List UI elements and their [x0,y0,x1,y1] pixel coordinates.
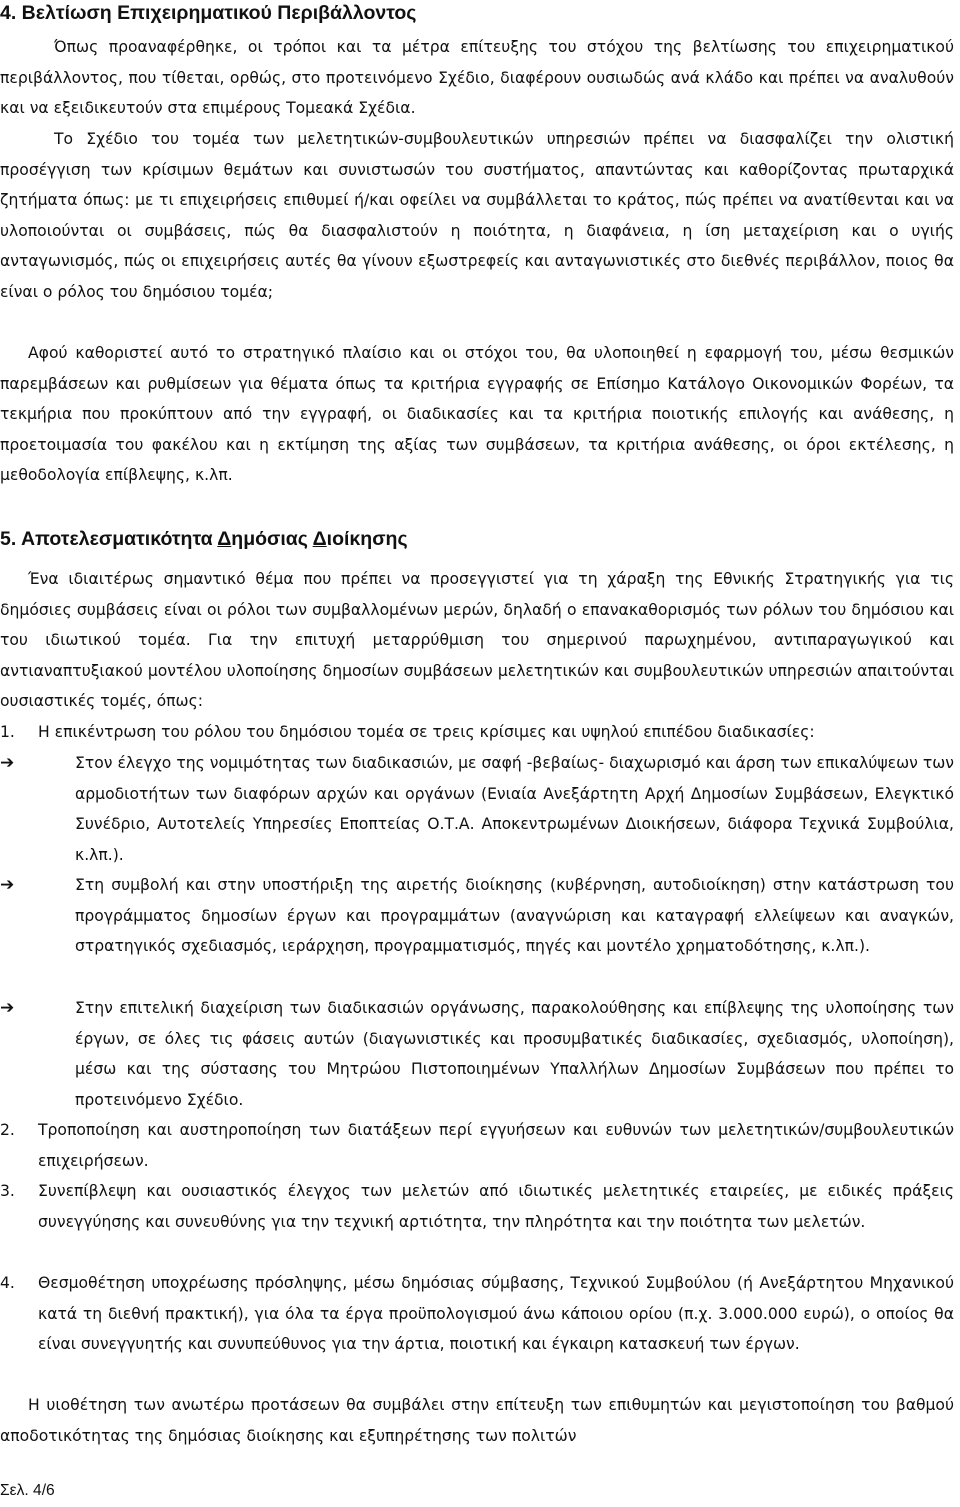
list-item-3-text: Συνεπίβλεψη και ουσιαστικός έλεγχος των μελετών από ιδιωτικές μελετητικές εταιρείες, με ειδικές πράξεις συνεγγύησης και συνευθύνης για την τεχνική αρτιότητα, την πληρότητα και την ποιότητα των μελετών. [38,1182,954,1231]
section-5-heading-underlined-d1: Δ [217,528,232,550]
list-number: 3. [0,1182,15,1200]
bullet-item-1: Στον έλεγχο της νομιμότητας των διαδικασιών, με σαφή -βεβαίως- διαχωρισμό και άρση των επικαλύψεων των αρμοδιοτήτων των διαφόρων αρχών και οργάνων (Ενιαία Ανεξάρτητη Αρχή Δημοσίων Συμβάσεων, Ελεγκτικό Συνέδριο, Αυτοτελείς Υπηρεσίες Εποπτείας Ο.Τ.Α. Αποκεντρωμένων Διοικήσεων, διάφορα Τεχνικά Συμβούλια, κ.λπ.). [75,754,954,864]
list-number: 4. [0,1274,15,1292]
section-5-intro: Ένα ιδιαιτέρως σημαντικό θέμα που πρέπει να προσεγγιστεί για τη χάραξη της Εθνικής Στρατηγικής για τις δημόσιες συμβάσεις είναι οι ρόλοι των συμβαλλομένων μερών, δηλαδή ο επανακαθορισμός των ρόλων του δημόσιου και του ιδιωτικού τομέα. Για την επιτυχή μεταρρύθμιση του σημερινού παρωχημένου, αντιπαραγωγικού και αντιαναπτυξιακού μοντέλου υλοποίησης δημοσίων συμβάσεων μελετητικών και συμβουλευτικών υπηρεσιών απαιτούνται ουσιαστικές τομές, όπως: [0,570,954,711]
section-4-paragraph-3: Αφού καθοριστεί αυτό το στρατηγικό πλαίσιο και οι στόχοι του, θα υλοποιηθεί η εφαρμογή του, μέσω θεσμικών παρεμβάσεων και ρυθμίσεων για θέματα όπως τα κριτήρια εγγραφής σε Επίσημο Κατάλογο Οικονομικών Φορέων, τα τεκμήρια που προκύπτουν από την εγγραφή, οι διαδικασίες και τα κριτήρια ποιοτικής επιλογής και ανάθεσης, η προετοιμασία του φακέλου και η εκτίμηση της αξίας των συμβάσεων, τα κριτήρια ανάθεσης, οι όροι εκτέλεσης, η μεθοδολογία επίβλεψης, κ.λπ. [0,344,954,485]
list-item-4-text: Θεσμοθέτηση υποχρέωσης πρόσληψης, μέσω δημόσιας σύμβασης, Τεχνικού Συμβούλου (ή Ανεξάρτητου Μηχανικού κατά τη διεθνή πρακτική), για όλα τα έργα προϋπολογισμού άνω κάποιου ορίου (π.χ. 3.000.000 ευρώ), ο οποίος θα είναι συνεγγυητής και συνυπεύθυνος για την άρτια, ποιοτική και έγκαιρη κατασκευή των έργων. [38,1274,954,1354]
section-4-heading: 4. Βελτίωση Επιχειρηματικού Περιβάλλοντος [0,2,417,24]
bullet-item-3: Στην επιτελική διαχείριση των διαδικασιών οργάνωσης, παρακολούθησης και επίβλεψης της υλοποίησης των έργων, σε όλες τις φάσεις αυτών (διαγωνιστικές και προσυμβατικές διαδικασίες, σχεδιασμός, υλοποίηση), μέσω και της σύστασης του Μητρώου Πιστοποιημένων Υπαλλήλων Δημοσίων Συμβάσεων που πρέπει το προτεινόμενο Σχέδιο. [75,999,954,1109]
section-5-heading-text: ιοίκησης [326,528,408,550]
bullet-arrow-icon: ➔ [0,875,15,895]
section-5-closing: Η υιοθέτηση των ανωτέρω προτάσεων θα συμβάλει στην επίτευξη των επιθυμητών και μεγιστοποίηση του βαθμού αποδοτικότητας της δημόσιας διοίκησης και εξυπηρέτησης των πολιτών [0,1396,954,1445]
section-5-heading [0,528,408,551]
section-5-heading-underlined-d2: Δ [312,528,327,550]
section-4-paragraph-1: Όπως προαναφέρθηκε, οι τρόποι και τα μέτρα επίτευξης του στόχου της βελτίωσης του επιχειρηματικού περιβάλλοντος, που τίθεται, ορθώς, στο προτεινόμενο Σχέδιο, διαφέρουν ουσιωδώς ανά κλάδο και πρέπει να αναλυθούν και να εξειδικευτούν στα επιμέρους Τομεακά Σχέδια. [0,38,954,118]
section-4-paragraph-2: Το Σχέδιο του τομέα των μελετητικών-συμβουλευτικών υπηρεσιών πρέπει να διασφαλίζει την ολιστική προσέγγιση των κρίσιμων θεμάτων και συνιστωσών του συστήματος, απαντώντας και καθορίζοντας πρωταρχικά ζητήματα όπως: με τι επιχειρήσεις επιθυμεί ή/και οφείλει να συμβάλλεται το κράτος, πώς πρέπει να ανατίθενται και να υλοποιούνται οι συμβάσεις, πώς θα διασφαλιστούν η ποιότητα, η διαφάνεια, η ίση μεταχείριση και ο υγιής ανταγωνισμός, πώς οι επιχειρήσεις αυτές θα γίνουν εξωστρεφείς και ανταγωνιστικές στο διεθνές περιβάλλον, ποιος θα είναι ο ρόλος του δημόσιου τομέα; [0,130,954,301]
page-number: Σελ. 4/6 [0,1482,55,1499]
list-number: 2. [0,1121,15,1139]
section-5-heading-text: 5. Αποτελεσματικότητα [0,528,218,550]
list-item-2-text: Τροποποίηση και αυστηροποίηση των διατάξεων περί εγγυήσεων και ευθυνών των μελετητικών/συμβουλευτικών επιχειρήσεων. [38,1121,954,1170]
bullet-item-2: Στη συμβολή και στην υποστήριξη της αιρετής διοίκησης (κυβέρνηση, αυτοδιοίκηση) στην κατάστρωση του προγράμματος δημοσίων έργων και προγραμμάτων (αναγνώριση και καταγραφή ελλείψεων και αναγκών, στρατηγικός σχεδιασμός, ιεράρχηση, προγραμματισμός, πηγές και μοντέλο χρηματοδότησης, κ.λπ.). [75,876,954,956]
bullet-arrow-icon: ➔ [0,753,15,773]
list-number: 1. [0,723,15,741]
bullet-arrow-icon: ➔ [0,998,15,1018]
section-5-heading-text: ημόσιας [231,528,313,550]
list-item-1-text: Η επικέντρωση του ρόλου του δημόσιου τομέα σε τρεις κρίσιμες και υψηλού επιπέδου διαδικασίες: [38,723,815,741]
